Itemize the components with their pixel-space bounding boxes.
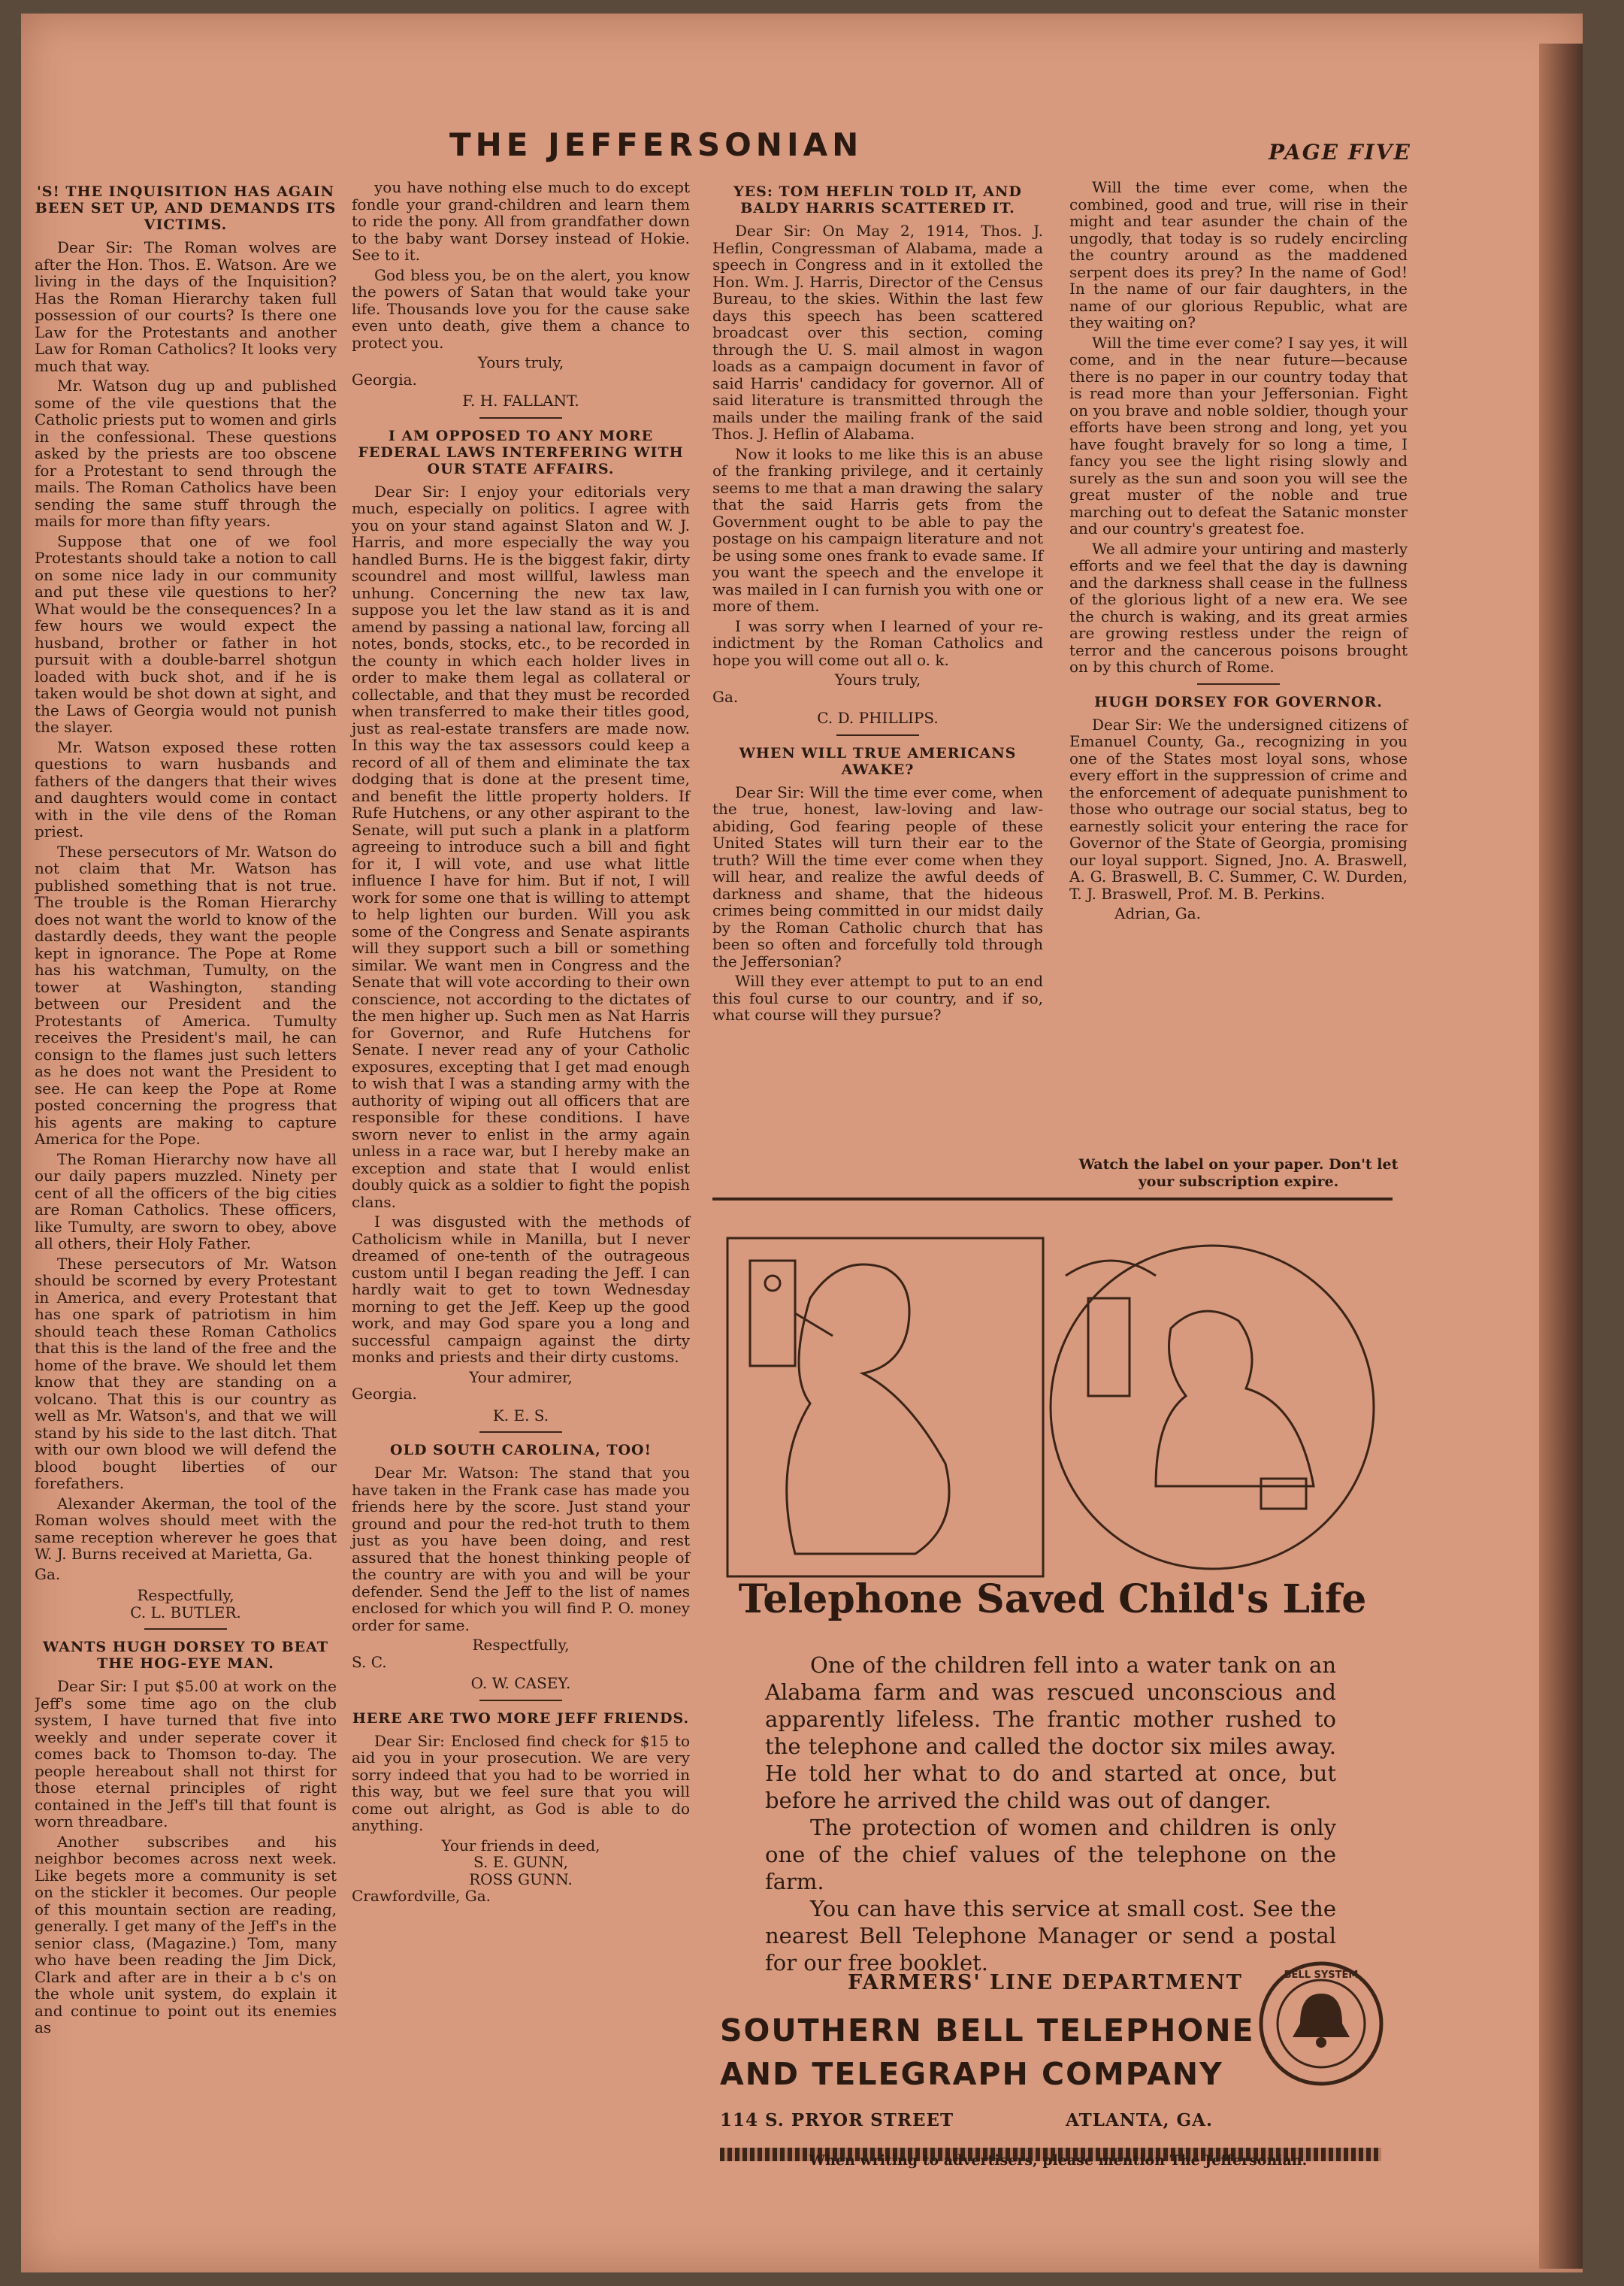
article-paragraph: Alexander Akerman, the tool of the Roman wolves should meet with the same reception wherever he goes that W. J. Burns received at Marietta, Ga. bbox=[35, 1494, 337, 1563]
letter-place: Ga. bbox=[712, 687, 739, 706]
article-paragraph: Will they ever attempt to put to an end this foul curse to our country, and if so, what course will they pursue? bbox=[712, 972, 1043, 1024]
mother-figure bbox=[787, 1264, 949, 1554]
letter-closing: Your admirer, bbox=[469, 1367, 573, 1386]
ad-headline: Telephone Saved Child's Life bbox=[738, 1576, 1367, 1622]
divider bbox=[836, 734, 919, 736]
divider bbox=[144, 1628, 227, 1630]
page-number: PAGE FIVE bbox=[1269, 140, 1411, 165]
article-paragraph: We all admire your untiring and masterly efforts and we feel that the day is dawning and the darkness shall cease in the fullness of the glorious light of a new era. We see the church is waking, and its great armies are growing restless under the reign of terror and the cancerous poisons brought on by this church of Rome. bbox=[1069, 539, 1408, 676]
divider bbox=[479, 1431, 562, 1433]
article-paragraph: Dear Mr. Watson: The stand that you have taken in the Frank case has made you friends here by the score. Just stand your ground and pour the red-hot truth to them just as you have been doing, and rest assured that the honest thinking people of the country are with you and will be your defender. Send the Jeff to the list of names enclosed for which you will find P. O. money order for same. bbox=[352, 1464, 690, 1634]
letter-signature: O. W. CASEY. bbox=[470, 1674, 571, 1692]
article-headline: HERE ARE TWO MORE JEFF FRIENDS. bbox=[352, 1709, 690, 1727]
letter-place: Georgia. bbox=[352, 1385, 417, 1403]
letter-place: Georgia. bbox=[352, 370, 417, 389]
ad-paragraph: One of the children fell into a water tank on an Alabama farm and was rescued unconscious and apparently lifeless. The frantic mother rushed to the telephone and called the doctor six miles away. He told her what to do and started at once, but before he arrived the child was out of danger. bbox=[765, 1652, 1336, 1813]
doctor-circle-frame bbox=[1051, 1246, 1374, 1569]
ad-department: FARMERS' LINE DEPARTMENT bbox=[848, 1971, 1243, 1994]
article-paragraph: God bless you, be on the alert, you know the powers of Satan that would take your life. Thousands love you for the cause sake even unto death, give them a chance to protect you. bbox=[352, 265, 690, 352]
ad-company-name bbox=[720, 2009, 1255, 2096]
letter-place: Ga. bbox=[35, 1564, 61, 1583]
letter-signature: K. E. S. bbox=[492, 1406, 549, 1425]
column-3 bbox=[712, 179, 1043, 1027]
column-2 bbox=[352, 179, 690, 1909]
advertiser-footer: When writing to advertisers, please mention The Jeffersonian. bbox=[809, 2152, 1308, 2169]
ad-body bbox=[765, 1652, 1336, 1976]
article-paragraph: Dear Sir: The Roman wolves are after the Hon. Thos. E. Watson. Are we living in the days of the Inquisition? Has the Roman Hierarchy taken full possession of our courts? Is there one Law for the Protestants and another Law for Roman Catholics? It looks very much that way. bbox=[35, 238, 337, 375]
ad-paragraph: You can have this service at small cost. See the nearest Bell Telephone Manager or send a postal for our free booklet. bbox=[765, 1896, 1336, 1976]
article-paragraph: Now it looks to me like this is an abuse of the franking privilege, and it certainly seems to me that a man drawing the salary that the said Harris gets from the Government ought to be able to pay the postage on his campaign literature and not be using some ones frank to evade same. If you want the speech and the envelope it was mailed in I can furnish you with one or more of them. bbox=[712, 444, 1043, 615]
article-paragraph: The Roman Hierarchy now have all our daily papers muzzled. Ninety per cent of all the officers of the big cities are Roman Catholics. These officers, like Tumulty, are sworn to obey, above all others, their Holy Father. bbox=[35, 1149, 337, 1252]
article-headline: YES: TOM HEFLIN TOLD IT, AND BALDY HARRIS SCATTERED IT. bbox=[733, 183, 1022, 216]
letter-closing: Respectfully, bbox=[472, 1636, 570, 1654]
letter-signature: S. E. GUNN, bbox=[473, 1853, 568, 1871]
article-paragraph: Dear Sir: I enjoy your editorials very much, especially on politics. I agree with you on your stand against Slaton and W. J. Harris, and more especially the way you handled Burns. He is the biggest fakir, dirty scoundrel and most willful, lawless man unhung. Concerning the new tax law, suppose you let the law stand as it is and amend by passing a national law, forcing all notes, bonds, stocks, etc., to be recorded in the county in which each holder lives in order to make them legal as collateral or collectable, and that they must be recorded when transferred to make their titles good, just as real-estate transfers are made now. In this way the tax assessors could keep a record of all of them and eliminate the tax dodging that is done at the present time, and benefit the little property holders. If Rufe Hutchens, or any other aspirant to the Senate, will put such a plank in a platform agreeing to introduce such a bill and fight for it, I will vote, and use what little influence I have for him. But if not, I will work for some one that is willing to attempt to help lighten our burden. Will you ask some of the Congress and Senate aspirants will they support such a bill or something similar. We want men in Congress and the Senate that will vote according to their own conscience, not according to the dictates of the men higher up. Such men as Nat Harris for Governor, and Rufe Hutchens for Senate. I never read any of your Catholic exposures, excepting that I get mad enough to wish that I was a standing army with the authority of wiping out all officers that are responsible for these conditions. I have sworn never to enlist in the army again unless in a race war, but I hereby make an exception and state that I would enlist doubly quick as a soldier to fight the popish clans. bbox=[352, 482, 690, 1211]
ad-paragraph: The protection of women and children is only one of the chief values of the telephone on the farm. bbox=[765, 1815, 1336, 1894]
article-paragraph: Dear Sir: We the undersigned citizens of Emanuel County, Ga., recognizing in you one of the States most loyal sons, whose every effort in the suppression of crime and the enforcement of adequate punishment to those who outrage our social status, beg to earnestly solicit your entering the race for Governor of the State of Georgia, promising our loyal support. Signed, Jno. A. Braswell, A. G. Braswell, B. C. Summer, C. W. Durden, T. J. Braswell, Prof. M. B. Perkins. bbox=[1069, 715, 1408, 903]
article-paragraph: Will the time ever come? I say yes, it will come, and in the near future—because there is no paper in our country today that is read more than your Jeffersonian. Fight on you brave and noble soldier, though your efforts have been strong and long, yet you have fought bravely for so long a time, I fancy you see the light rising slowly and surely as the sun and soon you will see the great muster of the noble and true marching out to defeat the Satanic monster and our country's greatest foe. bbox=[1069, 333, 1408, 537]
article-headline: I AM OPPOSED TO ANY MORE FEDERAL LAWS INTERFERING WITH OUR STATE AFFAIRS. bbox=[358, 427, 684, 477]
article-paragraph: Will the time ever come, when the combined, good and true, will rise in their might and tear asunder the chain of the ungodly, that today is so rudely encircling the country around as the maddened serpent does its prey? In the name of God! In the name of our fair daughters, in the name of our glorious Republic, what are they waiting on? bbox=[1069, 178, 1408, 332]
letter-signature: ROSS GUNN. bbox=[469, 1870, 573, 1888]
newspaper-page bbox=[21, 14, 1583, 2272]
divider bbox=[479, 1700, 562, 1701]
letter-closing: Respectfully, bbox=[137, 1586, 234, 1604]
letter-closing: Your friends in deed, bbox=[441, 1836, 600, 1855]
article-paragraph: you have nothing else much to do except fondle your grand-children and learn them to ride the pony. All from grandfather down to the baby want Dorsey instead of Hokie. See to it. bbox=[352, 178, 690, 264]
masthead-title: THE JEFFERSONIAN bbox=[449, 126, 863, 163]
telephone-advertisement bbox=[712, 1198, 1393, 2174]
article-paragraph: Dear Sir: On May 2, 1914, Thos. J. Heflin, Congressman of Alabama, made a speech in Congress and in it extolled the Hon. Wm. J. Harris, Director of the Census Bureau, to the skies. Within the last few days this speech has been scattered broadcast over this section, coming through the U. S. mail almost in wagon loads as a campaign document in favor of said Harris' candidacy for governor. All of said literature is transmitted through the mails under the mailing frank of the said Thos. J. Heflin of Alabama. bbox=[712, 222, 1043, 443]
article-paragraph: These persecutors of Mr. Watson should be scorned by every Protestant in America, and every Protestant that has one spark of patriotism in him should teach these Roman Catholics that this is the land of the free and the home of the brave. We should let them know that they are standing on a volcano. That this is our country as well as Mr. Watson's, and that we will stand by his side to the last ditch. That with our own blood we will defend the blood bought liberties of our forefathers. bbox=[35, 1254, 337, 1492]
subscription-notice: Watch the label on your paper. Don't let your subscription expire. bbox=[1078, 1156, 1399, 1190]
letter-place: Crawfordville, Ga. bbox=[352, 1887, 491, 1905]
ad-city: ATLANTA, GA. bbox=[1066, 2110, 1213, 2130]
article-headline: HUGH DORSEY FOR GOVERNOR. bbox=[1094, 693, 1383, 710]
letter-place: S. C. bbox=[352, 1652, 387, 1671]
divider bbox=[1197, 683, 1280, 685]
doctor-telephone-icon bbox=[1088, 1298, 1130, 1396]
column-1 bbox=[35, 179, 337, 2163]
article-paragraph: These persecutors of Mr. Watson do not claim that Mr. Watson has published something that is not true. The trouble is the Roman Hierarchy does not want the world to know of the dastardly deeds, they want the people kept in ignorance. The Pope at Rome has his watchman, Tumulty, on the tower at Washington, standing between our President and the Protestants of America. Tumulty receives the President's mail, he can consign to the flames just such letters as he does not want the President to see. He can keep the Pope at Rome posted concerning the progress that his agents are making to capture America for the Pope. bbox=[35, 842, 337, 1148]
article-paragraph: Another subscribes and his neighbor becomes across next week. Like begets more a community is set on the stickler it becomes. Our people of this mountain section are reading, generally. I get many of the Jeff's in the senior class, (Magazine.) Tom, many who have been reading the Jim Dick, Clark and after are in their a b c's on the whole unit system, do explain it and continue to point out its enemies as bbox=[35, 1832, 337, 2036]
letter-signature: F. H. FALLANT. bbox=[462, 392, 579, 410]
article-paragraph: Mr. Watson dug up and published some of the vile questions that the Catholic priests put to women and girls in the confessional. These questions asked by the priests are too obscene for a Protestant to send through the mails. The Roman Catholics have been sending the same stuff through the mails for more than fifty years. bbox=[35, 377, 337, 530]
bell-seal-icon bbox=[1257, 1960, 1385, 2088]
company-line-1: SOUTHERN BELL TELEPHONE bbox=[720, 2012, 1255, 2048]
seal-text: BELL SYSTEM bbox=[1284, 1970, 1359, 1981]
article-headline: 'S! THE INQUISITION HAS AGAIN BEEN SET UP, AND DEMANDS ITS VICTIMS. bbox=[35, 183, 337, 233]
telephone-illustration bbox=[720, 1231, 1381, 1584]
article-paragraph: Suppose that one of we fool Protestants should take a notion to call on some nice lady in our community and put these vile questions to her? What would be the consequences? In a few hours we would expect the husband, brother or father in hot pursuit with a double-barrel shotgun loaded with buck shot, and if he is taken would be shot down at sight, and the Laws of Georgia would not punish the slayer. bbox=[35, 531, 337, 736]
article-paragraph: I was disgusted with the methods of Catholicism while in Manilla, but I never dreamed of one-tenth of the outrageous custom until I began reading the Jeff. I can hardly wait to get to town Wednesday morning to get the Jeff. Keep up the good work, and may God spare you a long and successful campaign against the dirty monks and priests and their dirty customs. bbox=[352, 1213, 690, 1366]
doctor-bag bbox=[1261, 1479, 1306, 1509]
ad-address: 114 S. PRYOR STREET bbox=[720, 2110, 954, 2130]
letter-closing: Yours truly, bbox=[834, 671, 921, 689]
page-fold-shadow bbox=[1539, 44, 1583, 2269]
article-paragraph: I was sorry when I learned of your re-indictment by the Roman Catholics and hope you will come out all o. k. bbox=[712, 616, 1043, 669]
article-paragraph: Dear Sir: Will the time ever come, when the true, honest, law-loving and law-abiding, God fearing people of these United States will turn their ear to the truth? Will the time ever come when they will hear, and realize the awful deeds of darkness and shame, that the hideous crimes being committed in our midst daily by the Roman Catholic church that has been so often and forcefully told through the Jeffersonian? bbox=[712, 783, 1043, 970]
company-line-2: AND TELEGRAPH COMPANY bbox=[720, 2056, 1223, 2092]
article-paragraph: Dear Sir: Enclosed find check for $15 to aid you in your prosecution. We are very sorry indeed that you had to be worried in this way, but we feel sure that you will come out alright, as God is able to do anything. bbox=[352, 1731, 690, 1834]
doctor-figure bbox=[1156, 1311, 1314, 1486]
article-paragraph: Mr. Watson exposed these rotten questions to warn husbands and fathers of the dangers that their wives and daughters would come in contact with in the vile dens of the Roman priest. bbox=[35, 737, 337, 840]
article-headline: WHEN WILL TRUE AMERICANS AWAKE? bbox=[739, 744, 1017, 778]
article-paragraph: Dear Sir: I put $5.00 at work on the Jeff's some time ago on the club system, I have turned that five into weekly and under seperate cover it comes back to Thomson to-day. The people hereabout shall not thirst for those eternal principles of right contained in the Jeff's till that fount is worn threadbare. bbox=[35, 1677, 337, 1830]
article-headline: OLD SOUTH CAROLINA, TOO! bbox=[390, 1442, 652, 1458]
letter-place: Adrian, Ga. bbox=[1114, 904, 1201, 922]
mother-panel bbox=[727, 1238, 1043, 1576]
letter-signature: C. L. BUTLER. bbox=[130, 1603, 241, 1621]
divider bbox=[479, 417, 562, 419]
letter-closing: Yours truly, bbox=[477, 353, 564, 371]
article-headline: WANTS HUGH DORSEY TO BEAT THE HOG-EYE MAN. bbox=[43, 1639, 328, 1672]
letter-signature: C. D. PHILLIPS. bbox=[817, 709, 939, 727]
column-4 bbox=[1069, 179, 1408, 927]
